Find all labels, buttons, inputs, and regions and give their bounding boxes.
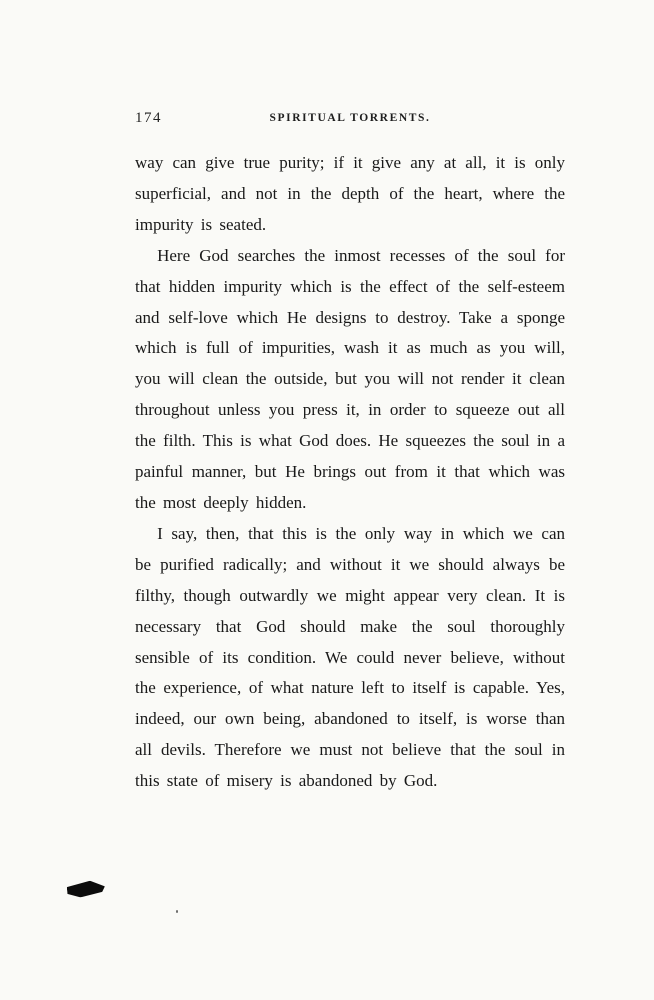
ink-smudge-artifact — [66, 880, 105, 899]
page-number: 174 — [135, 110, 162, 126]
page-body — [135, 148, 565, 797]
running-header-title: SPIRITUAL TORRENTS. — [269, 112, 431, 124]
paragraph-2: Here God searches the inmost recesses of the soul for that hidden impurity which is the effect of the self-esteem and self-love which He designs to destroy. Take a sponge which is full of impurities, wash it as much as you will, you will clean the outside, but you will not render it clean throughout unless you press it, in order to squeeze out all the filth. This is what God does. He squeezes the soul in a painful manner, but He brings out from it that which was the most deeply hidden. — [135, 245, 565, 512]
paragraph-3: I say, then, that this is the only way in which we can be purified radically; and without it we should always be filthy, though outwardly we might appear very clean. It is necessary that God should make the soul thoroughly sensible of its condition. We could never believe, without the experience, of what nature left to itself is capable. Yes, indeed, our own being, abandoned to itself, is worse than all devils. Therefore we must not believe that the soul in this state of misery is abandoned by God. — [135, 523, 565, 791]
paragraph-1: way can give true purity; if it give any at all, it is only superficial, and not in the depth of the heart, where the impurity is seated. — [135, 153, 565, 234]
speck-artifact — [176, 910, 178, 913]
page-header — [135, 110, 565, 132]
